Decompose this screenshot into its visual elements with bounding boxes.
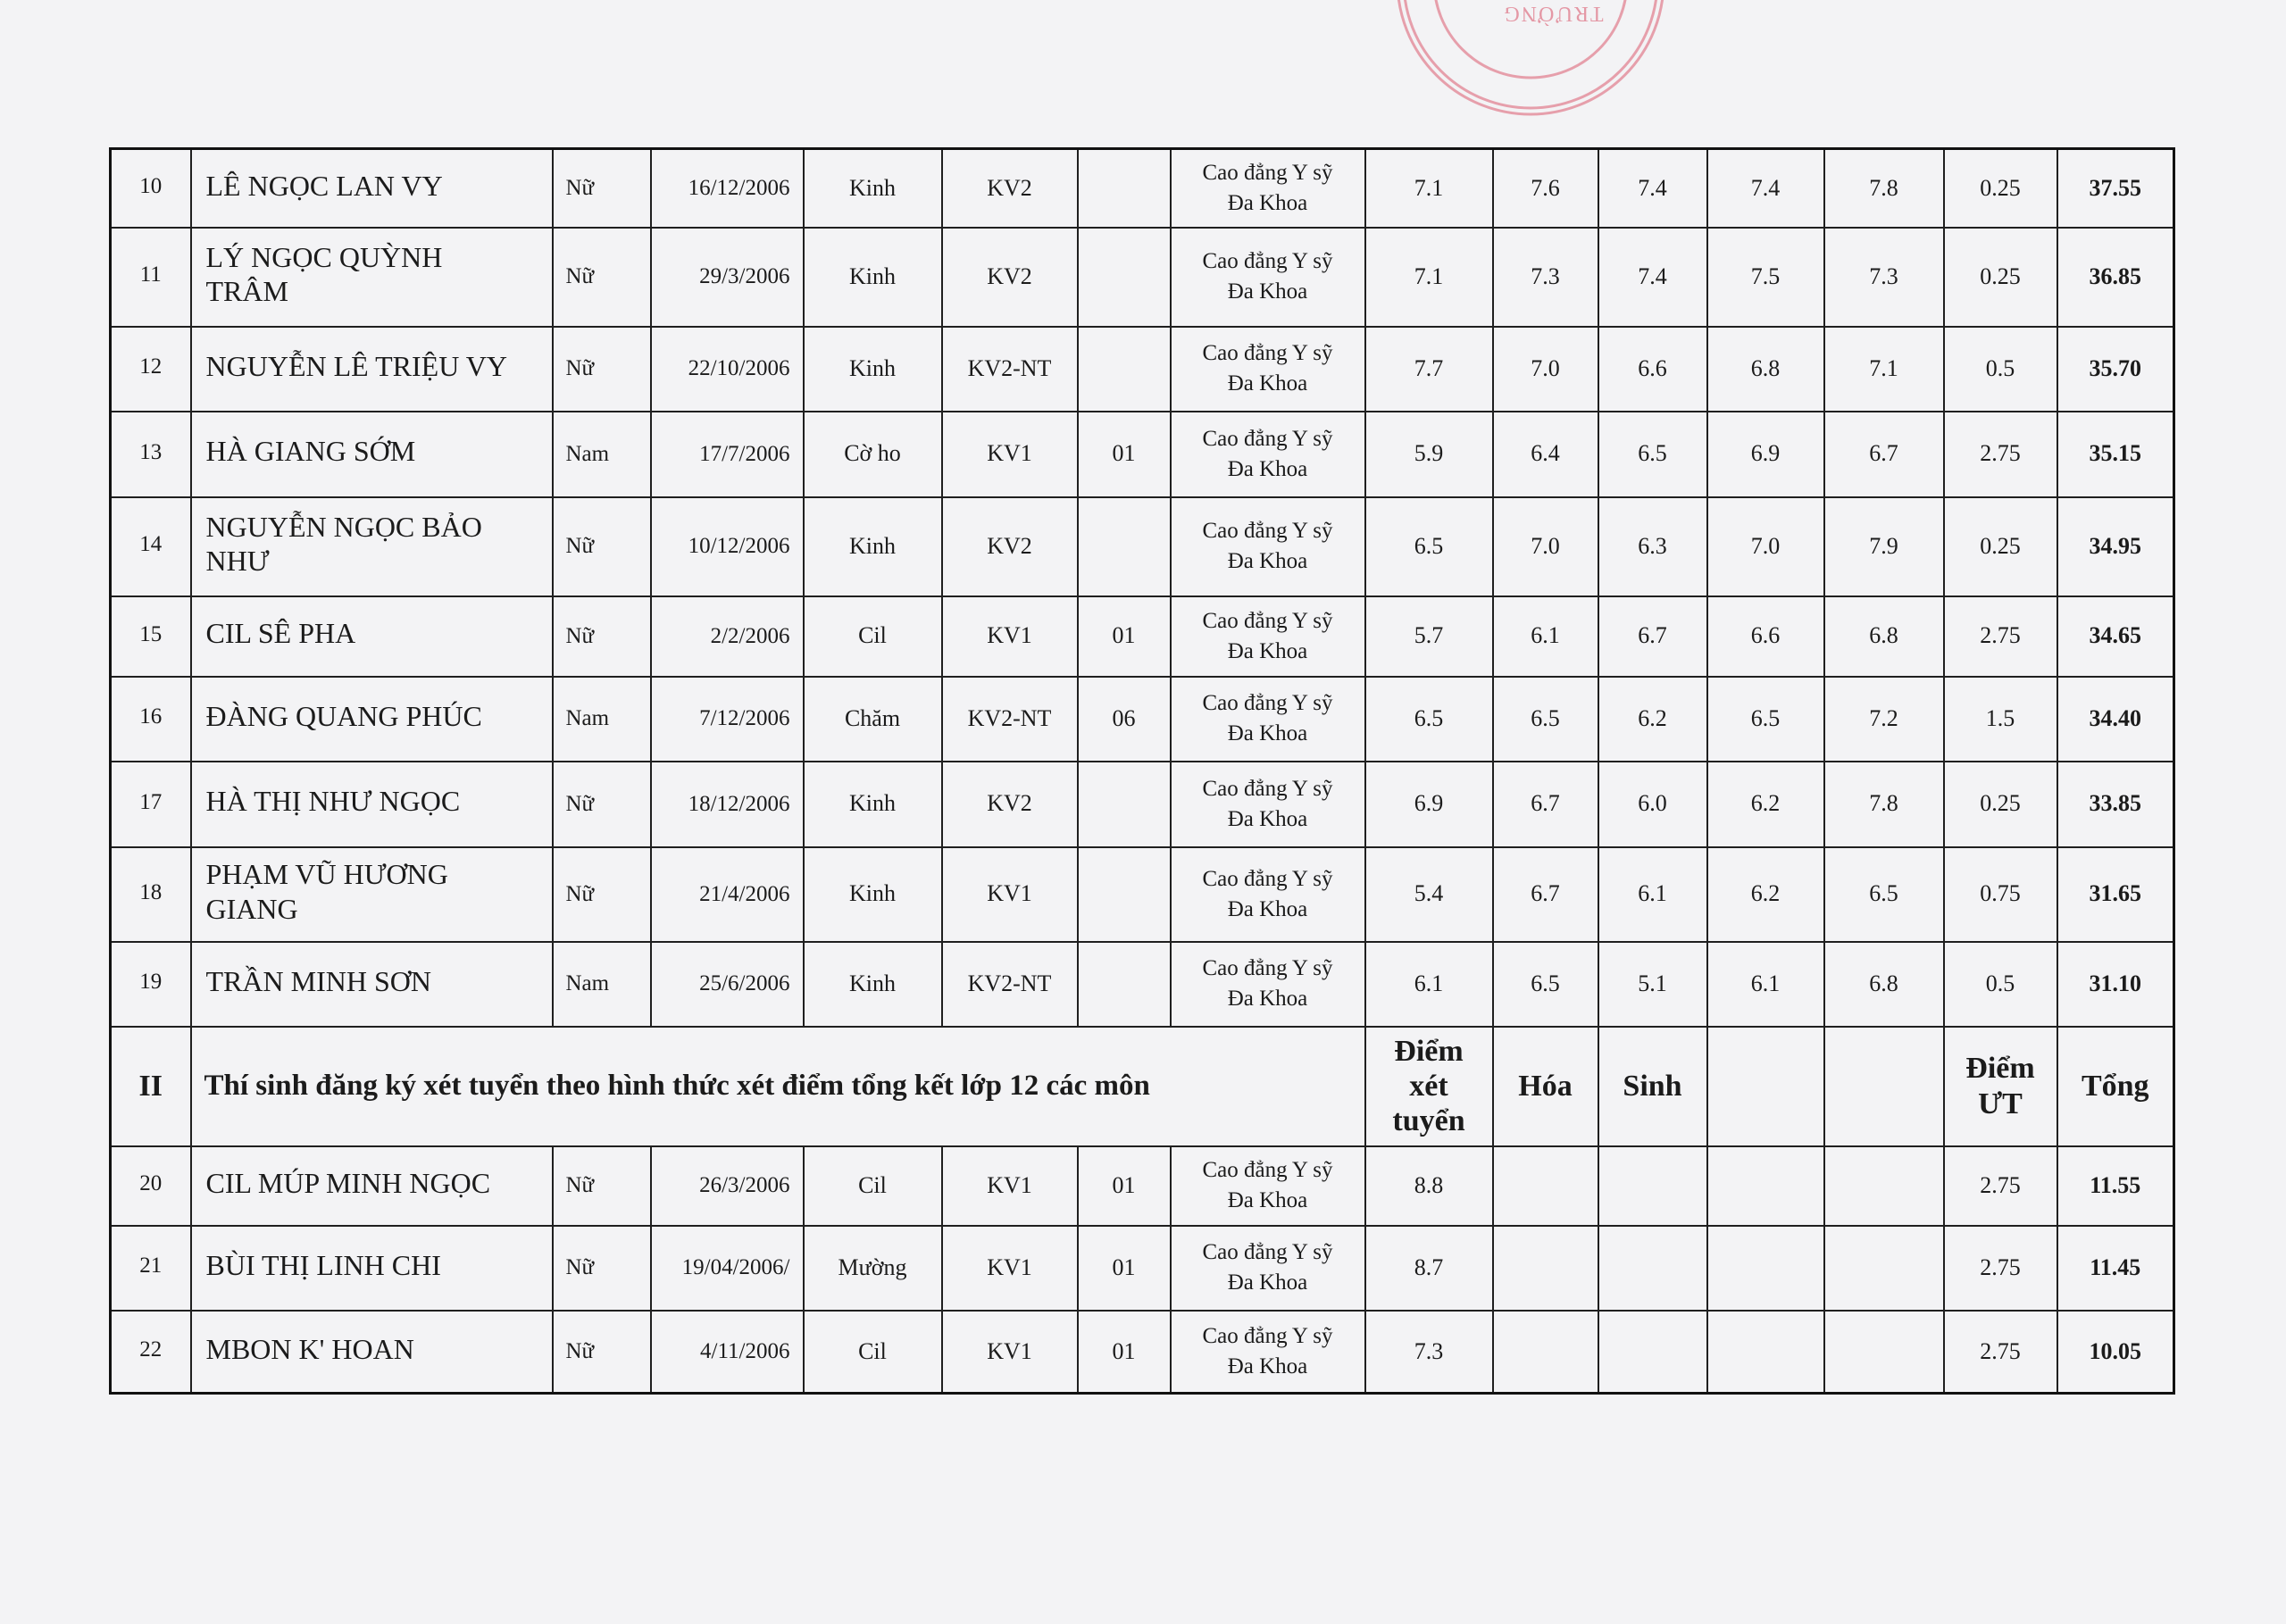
- ethnicity: Kinh: [804, 762, 942, 847]
- priority-points: 2.75: [1944, 1146, 2057, 1226]
- header-chemistry: Hóa: [1493, 1027, 1598, 1146]
- score-1: 6.1: [1365, 942, 1493, 1027]
- score-2: 7.0: [1493, 327, 1598, 412]
- program: Cao đẳng Y sỹ Đa Khoa: [1171, 412, 1365, 497]
- ethnicity: Kinh: [804, 327, 942, 412]
- total-score: 35.15: [2057, 412, 2174, 497]
- area: KV1: [942, 412, 1078, 497]
- row-number: 15: [111, 596, 191, 677]
- program: Cao đẳng Y sỹ Đa Khoa: [1171, 149, 1365, 228]
- date-of-birth: 2/2/2006: [651, 596, 804, 677]
- section-title: Thí sinh đăng ký xét tuyển theo hình thức xét điểm tổng kết lớp 12 các môn: [191, 1027, 1365, 1146]
- candidate-name: BÙI THỊ LINH CHI: [191, 1226, 553, 1311]
- priority-group: 01: [1078, 1226, 1171, 1311]
- priority-points: 0.25: [1944, 149, 2057, 228]
- score-4: 7.4: [1707, 149, 1824, 228]
- score-3: 6.2: [1598, 677, 1707, 762]
- gender: Nữ: [553, 596, 651, 677]
- total-score: 35.70: [2057, 327, 2174, 412]
- row-number: 12: [111, 327, 191, 412]
- gender: Nữ: [553, 762, 651, 847]
- gender: Nam: [553, 942, 651, 1027]
- empty-score-2: [1824, 1146, 1944, 1226]
- empty-score-2: [1824, 1311, 1944, 1394]
- score-1: 5.7: [1365, 596, 1493, 677]
- row-number: 22: [111, 1311, 191, 1394]
- priority-points: 0.25: [1944, 762, 2057, 847]
- score-1: 6.5: [1365, 497, 1493, 596]
- score-2: 6.7: [1493, 847, 1598, 942]
- date-of-birth: 25/6/2006: [651, 942, 804, 1027]
- candidate-name: NGUYỄN NGỌC BẢO NHƯ: [191, 497, 553, 596]
- empty-score-1: [1707, 1146, 1824, 1226]
- date-of-birth: 17/7/2006: [651, 412, 804, 497]
- admission-score: 8.7: [1365, 1226, 1493, 1311]
- score-5: 6.8: [1824, 942, 1944, 1027]
- date-of-birth: 10/12/2006: [651, 497, 804, 596]
- score-4: 7.0: [1707, 497, 1824, 596]
- chemistry-score: [1493, 1146, 1598, 1226]
- priority-group: [1078, 327, 1171, 412]
- section-header-row: [111, 1027, 2174, 1146]
- chemistry-score: [1493, 1311, 1598, 1394]
- total-score: 10.05: [2057, 1311, 2174, 1394]
- score-3: 6.3: [1598, 497, 1707, 596]
- priority-group: [1078, 942, 1171, 1027]
- table-row: [111, 762, 2174, 847]
- priority-group: 06: [1078, 677, 1171, 762]
- candidate-table: [109, 147, 2175, 1395]
- empty-score-1: [1707, 1311, 1824, 1394]
- school-stamp: [1375, 0, 1697, 152]
- area: KV2: [942, 228, 1078, 327]
- total-score: 11.55: [2057, 1146, 2174, 1226]
- date-of-birth: 16/12/2006: [651, 149, 804, 228]
- ethnicity: Cil: [804, 596, 942, 677]
- priority-group: [1078, 149, 1171, 228]
- table-row: [111, 228, 2174, 327]
- score-5: 7.8: [1824, 762, 1944, 847]
- candidate-name: TRẦN MINH SƠN: [191, 942, 553, 1027]
- score-4: 6.5: [1707, 677, 1824, 762]
- area: KV1: [942, 1226, 1078, 1311]
- program: Cao đẳng Y sỹ Đa Khoa: [1171, 228, 1365, 327]
- priority-points: 2.75: [1944, 1226, 2057, 1311]
- program: Cao đẳng Y sỹ Đa Khoa: [1171, 847, 1365, 942]
- date-of-birth: 18/12/2006: [651, 762, 804, 847]
- priority-points: 0.75: [1944, 847, 2057, 942]
- stamp-text: TRƯỜNG: [1502, 2, 1604, 25]
- table-row: [111, 596, 2174, 677]
- ethnicity: Cil: [804, 1311, 942, 1394]
- ethnicity: Mường: [804, 1226, 942, 1311]
- score-5: 7.8: [1824, 149, 1944, 228]
- date-of-birth: 22/10/2006: [651, 327, 804, 412]
- score-4: 6.1: [1707, 942, 1824, 1027]
- score-5: 6.8: [1824, 596, 1944, 677]
- empty-score-2: [1824, 1226, 1944, 1311]
- total-score: 31.10: [2057, 942, 2174, 1027]
- priority-group: [1078, 497, 1171, 596]
- candidate-name: CIL SÊ PHA: [191, 596, 553, 677]
- table-row: [111, 412, 2174, 497]
- area: KV2-NT: [942, 677, 1078, 762]
- score-5: 7.2: [1824, 677, 1944, 762]
- total-score: 31.65: [2057, 847, 2174, 942]
- score-2: 6.4: [1493, 412, 1598, 497]
- row-number: 13: [111, 412, 191, 497]
- score-3: 6.6: [1598, 327, 1707, 412]
- date-of-birth: 19/04/2006/: [651, 1226, 804, 1311]
- score-3: 6.5: [1598, 412, 1707, 497]
- score-2: 6.7: [1493, 762, 1598, 847]
- row-number: 14: [111, 497, 191, 596]
- ethnicity: Chăm: [804, 677, 942, 762]
- score-1: 7.1: [1365, 228, 1493, 327]
- header-admission-score: Điểm xét tuyển: [1365, 1027, 1493, 1146]
- priority-group: [1078, 847, 1171, 942]
- program: Cao đẳng Y sỹ Đa Khoa: [1171, 596, 1365, 677]
- program: Cao đẳng Y sỹ Đa Khoa: [1171, 1311, 1365, 1394]
- priority-points: 0.5: [1944, 327, 2057, 412]
- score-4: 6.6: [1707, 596, 1824, 677]
- chemistry-score: [1493, 1226, 1598, 1311]
- gender: Nữ: [553, 327, 651, 412]
- program: Cao đẳng Y sỹ Đa Khoa: [1171, 1226, 1365, 1311]
- score-3: 6.0: [1598, 762, 1707, 847]
- area: KV2: [942, 762, 1078, 847]
- table-row: [111, 847, 2174, 942]
- candidate-name: ĐÀNG QUANG PHÚC: [191, 677, 553, 762]
- candidate-name: PHẠM VŨ HƯƠNG GIANG: [191, 847, 553, 942]
- program: Cao đẳng Y sỹ Đa Khoa: [1171, 327, 1365, 412]
- candidate-name: CIL MÚP MINH NGỌC: [191, 1146, 553, 1226]
- candidate-name: MBON K' HOAN: [191, 1311, 553, 1394]
- score-1: 5.9: [1365, 412, 1493, 497]
- score-4: 6.2: [1707, 847, 1824, 942]
- program: Cao đẳng Y sỹ Đa Khoa: [1171, 677, 1365, 762]
- score-2: 7.0: [1493, 497, 1598, 596]
- candidate-name: HÀ THỊ NHƯ NGỌC: [191, 762, 553, 847]
- area: KV2-NT: [942, 942, 1078, 1027]
- ethnicity: Kinh: [804, 847, 942, 942]
- area: KV1: [942, 1311, 1078, 1394]
- row-number: 11: [111, 228, 191, 327]
- date-of-birth: 29/3/2006: [651, 228, 804, 327]
- biology-score: [1598, 1311, 1707, 1394]
- section-number: II: [111, 1027, 191, 1146]
- ethnicity: Kinh: [804, 497, 942, 596]
- score-2: 7.6: [1493, 149, 1598, 228]
- priority-points: 2.75: [1944, 596, 2057, 677]
- ethnicity: Kinh: [804, 228, 942, 327]
- program: Cao đẳng Y sỹ Đa Khoa: [1171, 942, 1365, 1027]
- score-2: 7.3: [1493, 228, 1598, 327]
- score-1: 6.5: [1365, 677, 1493, 762]
- area: KV2: [942, 149, 1078, 228]
- row-number: 18: [111, 847, 191, 942]
- gender: Nữ: [553, 228, 651, 327]
- table-row: [111, 1226, 2174, 1311]
- score-2: 6.5: [1493, 942, 1598, 1027]
- total-score: 37.55: [2057, 149, 2174, 228]
- table-row: [111, 149, 2174, 228]
- program: Cao đẳng Y sỹ Đa Khoa: [1171, 497, 1365, 596]
- table-row: [111, 1311, 2174, 1394]
- score-4: 6.8: [1707, 327, 1824, 412]
- row-number: 16: [111, 677, 191, 762]
- row-number: 19: [111, 942, 191, 1027]
- priority-group: [1078, 228, 1171, 327]
- row-number: 20: [111, 1146, 191, 1226]
- priority-points: 0.25: [1944, 497, 2057, 596]
- score-3: 7.4: [1598, 228, 1707, 327]
- candidate-name: LÝ NGỌC QUỲNH TRÂM: [191, 228, 553, 327]
- candidate-name: HÀ GIANG SỚM: [191, 412, 553, 497]
- gender: Nữ: [553, 1311, 651, 1394]
- priority-points: 2.75: [1944, 412, 2057, 497]
- score-3: 6.1: [1598, 847, 1707, 942]
- gender: Nữ: [553, 1146, 651, 1226]
- score-5: 7.3: [1824, 228, 1944, 327]
- score-4: 7.5: [1707, 228, 1824, 327]
- score-3: 5.1: [1598, 942, 1707, 1027]
- program: Cao đẳng Y sỹ Đa Khoa: [1171, 1146, 1365, 1226]
- gender: Nam: [553, 412, 651, 497]
- header-empty-2: [1824, 1027, 1944, 1146]
- gender: Nữ: [553, 1226, 651, 1311]
- total-score: 34.40: [2057, 677, 2174, 762]
- score-3: 7.4: [1598, 149, 1707, 228]
- score-3: 6.7: [1598, 596, 1707, 677]
- priority-group: 01: [1078, 1311, 1171, 1394]
- total-score: 34.95: [2057, 497, 2174, 596]
- candidate-name: NGUYỄN LÊ TRIỆU VY: [191, 327, 553, 412]
- area: KV1: [942, 847, 1078, 942]
- header-empty-1: [1707, 1027, 1824, 1146]
- score-5: 6.7: [1824, 412, 1944, 497]
- score-5: 7.1: [1824, 327, 1944, 412]
- score-4: 6.9: [1707, 412, 1824, 497]
- date-of-birth: 4/11/2006: [651, 1311, 804, 1394]
- priority-group: 01: [1078, 596, 1171, 677]
- total-score: 36.85: [2057, 228, 2174, 327]
- gender: Nữ: [553, 497, 651, 596]
- total-score: 33.85: [2057, 762, 2174, 847]
- table-row: [111, 677, 2174, 762]
- row-number: 10: [111, 149, 191, 228]
- row-number: 17: [111, 762, 191, 847]
- admission-score: 8.8: [1365, 1146, 1493, 1226]
- header-priority-points: Điểm ƯT: [1944, 1027, 2057, 1146]
- date-of-birth: 7/12/2006: [651, 677, 804, 762]
- score-1: 7.7: [1365, 327, 1493, 412]
- priority-points: 2.75: [1944, 1311, 2057, 1394]
- admission-score: 7.3: [1365, 1311, 1493, 1394]
- header-biology: Sinh: [1598, 1027, 1707, 1146]
- area: KV1: [942, 1146, 1078, 1226]
- row-number: 21: [111, 1226, 191, 1311]
- header-total: Tổng: [2057, 1027, 2174, 1146]
- biology-score: [1598, 1226, 1707, 1311]
- empty-score-1: [1707, 1226, 1824, 1311]
- score-4: 6.2: [1707, 762, 1824, 847]
- biology-score: [1598, 1146, 1707, 1226]
- score-2: 6.1: [1493, 596, 1598, 677]
- gender: Nữ: [553, 149, 651, 228]
- table-row: [111, 497, 2174, 596]
- score-5: 7.9: [1824, 497, 1944, 596]
- table-row: [111, 327, 2174, 412]
- priority-group: [1078, 762, 1171, 847]
- priority-group: 01: [1078, 412, 1171, 497]
- ethnicity: Cil: [804, 1146, 942, 1226]
- date-of-birth: 26/3/2006: [651, 1146, 804, 1226]
- priority-points: 0.5: [1944, 942, 2057, 1027]
- score-1: 5.4: [1365, 847, 1493, 942]
- area: KV2: [942, 497, 1078, 596]
- priority-points: 1.5: [1944, 677, 2057, 762]
- total-score: 34.65: [2057, 596, 2174, 677]
- date-of-birth: 21/4/2006: [651, 847, 804, 942]
- area: KV2-NT: [942, 327, 1078, 412]
- score-1: 7.1: [1365, 149, 1493, 228]
- priority-group: 01: [1078, 1146, 1171, 1226]
- total-score: 11.45: [2057, 1226, 2174, 1311]
- gender: Nam: [553, 677, 651, 762]
- score-1: 6.9: [1365, 762, 1493, 847]
- ethnicity: Kinh: [804, 942, 942, 1027]
- table-row: [111, 942, 2174, 1027]
- program: Cao đẳng Y sỹ Đa Khoa: [1171, 762, 1365, 847]
- score-5: 6.5: [1824, 847, 1944, 942]
- score-2: 6.5: [1493, 677, 1598, 762]
- ethnicity: Kinh: [804, 149, 942, 228]
- table-row: [111, 1146, 2174, 1226]
- area: KV1: [942, 596, 1078, 677]
- gender: Nữ: [553, 847, 651, 942]
- ethnicity: Cờ ho: [804, 412, 942, 497]
- priority-points: 0.25: [1944, 228, 2057, 327]
- candidate-name: LÊ NGỌC LAN VY: [191, 149, 553, 228]
